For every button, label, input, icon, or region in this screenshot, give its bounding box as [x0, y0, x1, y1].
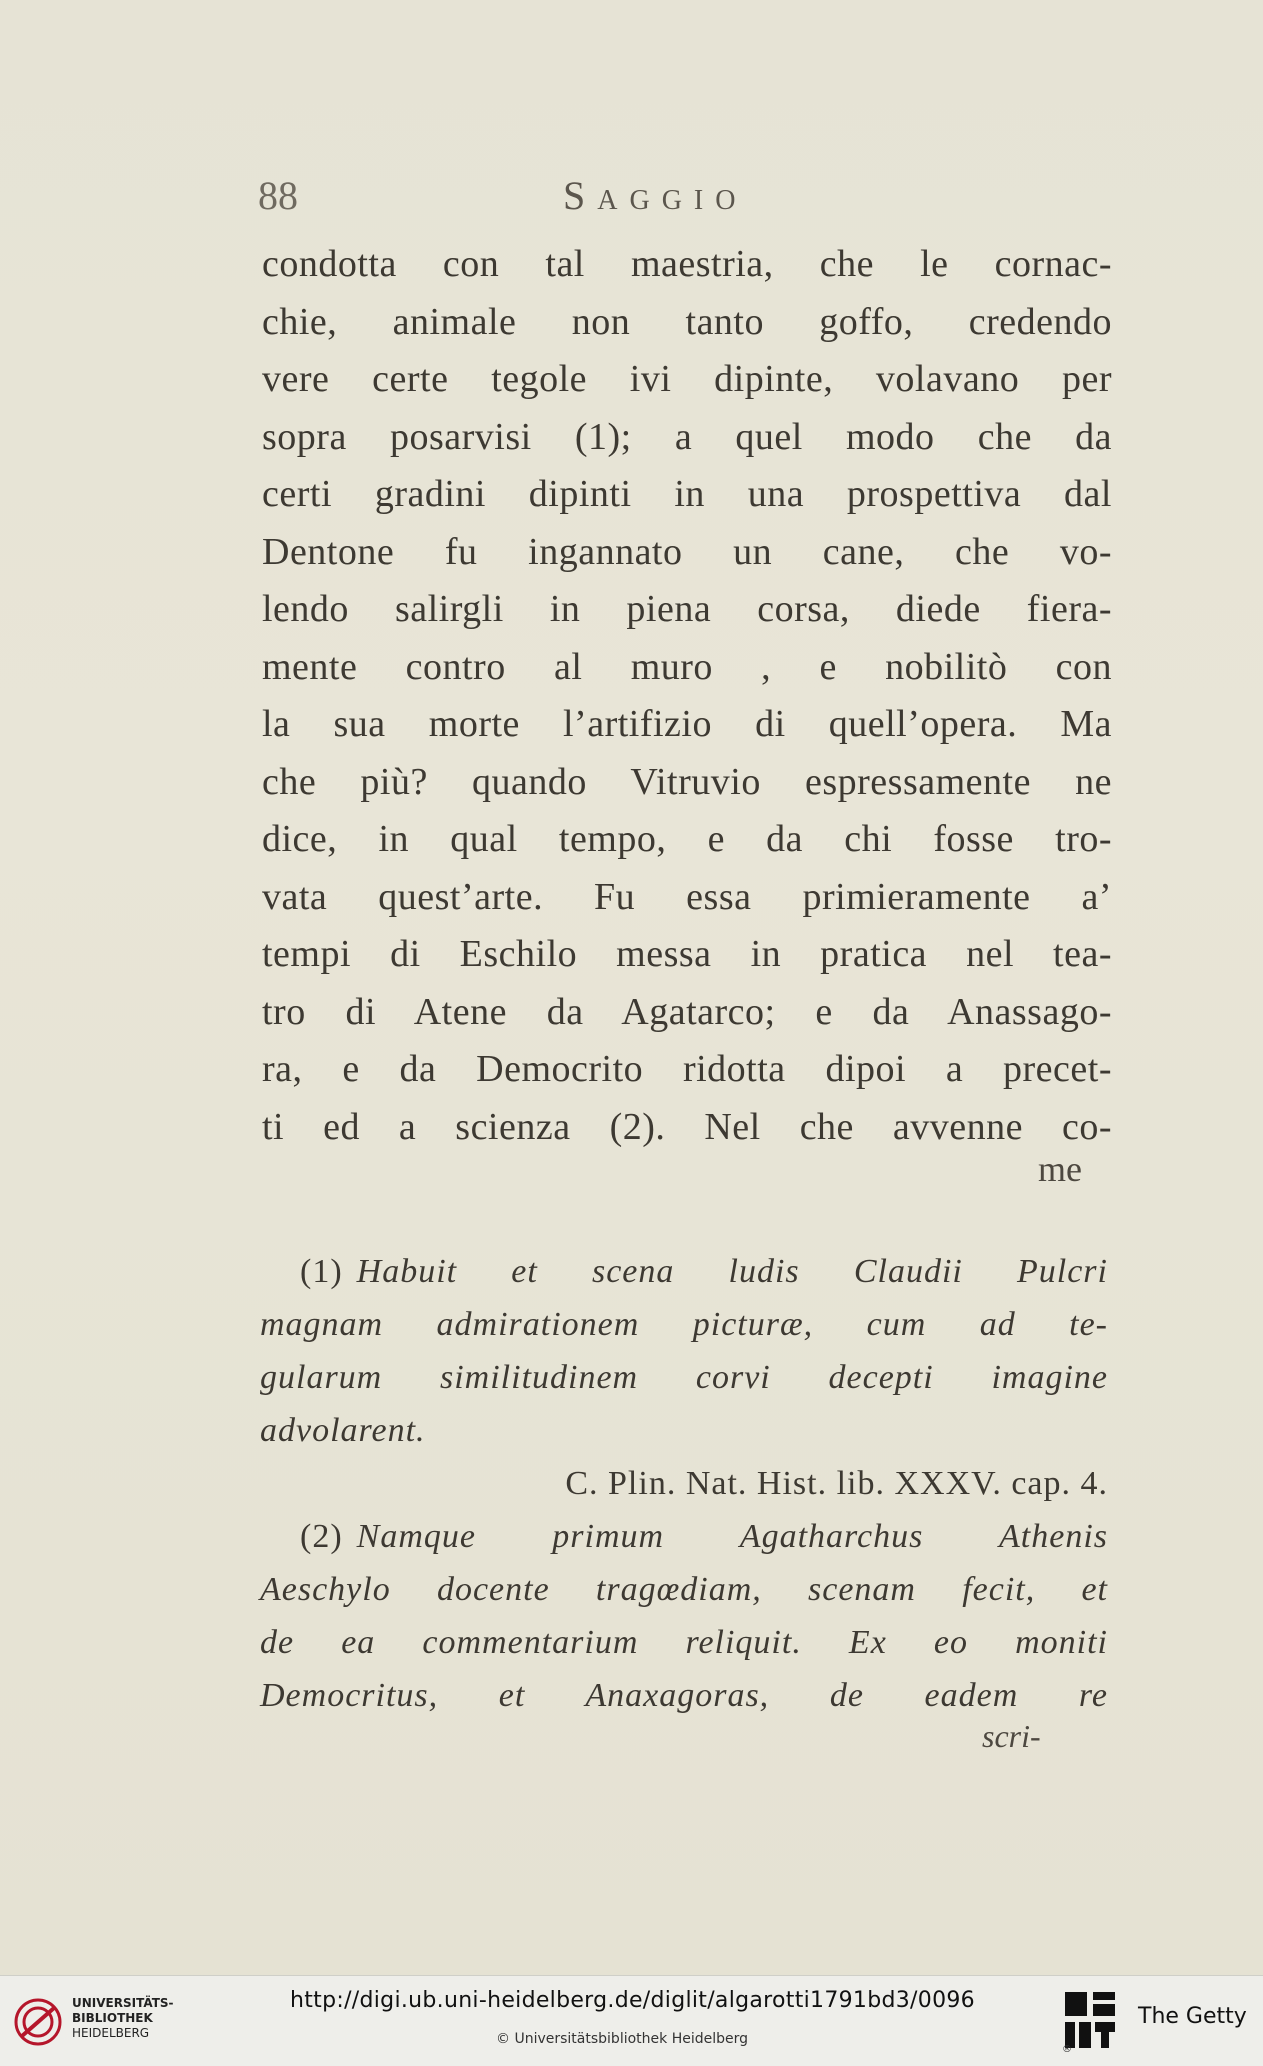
- source-url-link[interactable]: http://digi.ub.uni-heidelberg.de/diglit/algarotti1791bd3/0096: [290, 1988, 975, 2013]
- page-number: 88: [258, 173, 298, 218]
- footnote-2-number: (2): [300, 1518, 343, 1555]
- footnotes: [260, 1245, 1108, 1722]
- university-library-logo-icon: [12, 1996, 64, 2048]
- text-line: mente contro al muro , e nobilitò con: [262, 645, 1112, 688]
- registered-mark: ®: [1062, 2044, 1072, 2055]
- text-line: lendo salirgli in piena corsa, diede fiera-: [262, 588, 1112, 630]
- text-line: chie, animale non tanto goffo, credendo: [262, 300, 1112, 343]
- catchword: me: [1038, 1149, 1082, 1189]
- library-name-line: BIBLIOTHEK: [72, 2011, 153, 2025]
- text-line: la sua morte l’artifizio di quell’opera. Ma: [262, 703, 1112, 745]
- page-header: [258, 172, 1078, 222]
- partner-name: The Getty: [1138, 2004, 1247, 2029]
- text-line: ti ed a scienza (2). Nel che avvenne co-: [262, 1105, 1112, 1148]
- library-name-line: HEIDELBERG: [72, 2026, 150, 2040]
- text-line: vata quest’arte. Fu essa primieramente a’: [262, 875, 1112, 918]
- footnote-1-number: (1): [300, 1253, 343, 1290]
- footnote-1-line: gularum similitudinem corvi decepti imagine: [260, 1359, 1108, 1396]
- text-line: Dentone fu ingannato un cane, che vo-: [262, 530, 1112, 573]
- text-line: tempi di Eschilo messa in pratica nel tea-: [262, 933, 1112, 975]
- footnote-2-line: de ea commentarium reliquit. Ex eo moniti: [260, 1624, 1108, 1661]
- footnote-catchword: scri-: [982, 1718, 1041, 1754]
- text-line: che più? quando Vitruvio espressamente ne: [262, 760, 1112, 803]
- footnote-1-line: magnam admirationem picturæ, cum ad te-: [260, 1306, 1108, 1343]
- body-text: [262, 236, 1112, 1156]
- footnote-1-text: Habuit et scena ludis Claudii Pulcri: [356, 1253, 1108, 1290]
- library-name: [72, 1996, 174, 2041]
- footnote-1-line: [300, 1245, 1108, 1298]
- footer-bar: [0, 1975, 1263, 2066]
- text-line: vere certe tegole ivi dipinte, volavano per: [262, 358, 1112, 400]
- text-line: tro di Atene da Agatarco; e da Anassago-: [262, 990, 1112, 1033]
- text-line: sopra posarvisi (1); a quel modo che da: [262, 415, 1112, 458]
- running-title: Saggio: [563, 173, 748, 218]
- footnote-1-line: advolarent.: [260, 1412, 426, 1449]
- getty-logo-icon: [1063, 1990, 1117, 2052]
- library-name-line: UNIVERSITÄTS-: [72, 1996, 174, 2010]
- footnote-2-line: [300, 1510, 1108, 1563]
- text-line: certi gradini dipinti in una prospettiva dal: [262, 473, 1112, 515]
- footnote-2-line: Aeschylo docente tragœdiam, scenam fecit, et: [260, 1571, 1108, 1608]
- text-line: dice, in qual tempo, e da chi fosse tro-: [262, 818, 1112, 860]
- copyright-notice: © Universitätsbibliothek Heidelberg: [496, 2031, 749, 2047]
- footnote-1-citation: C. Plin. Nat. Hist. lib. XXXV. cap. 4.: [565, 1465, 1108, 1502]
- footnote-2-text: Namque primum Agatharchus Athenis: [356, 1518, 1108, 1555]
- footnote-2-line: Democritus, et Anaxagoras, de eadem re: [260, 1677, 1108, 1714]
- text-line: condotta con tal maestria, che le cornac-: [262, 243, 1112, 285]
- text-line: ra, e da Democrito ridotta dipoi a precet-: [262, 1048, 1112, 1090]
